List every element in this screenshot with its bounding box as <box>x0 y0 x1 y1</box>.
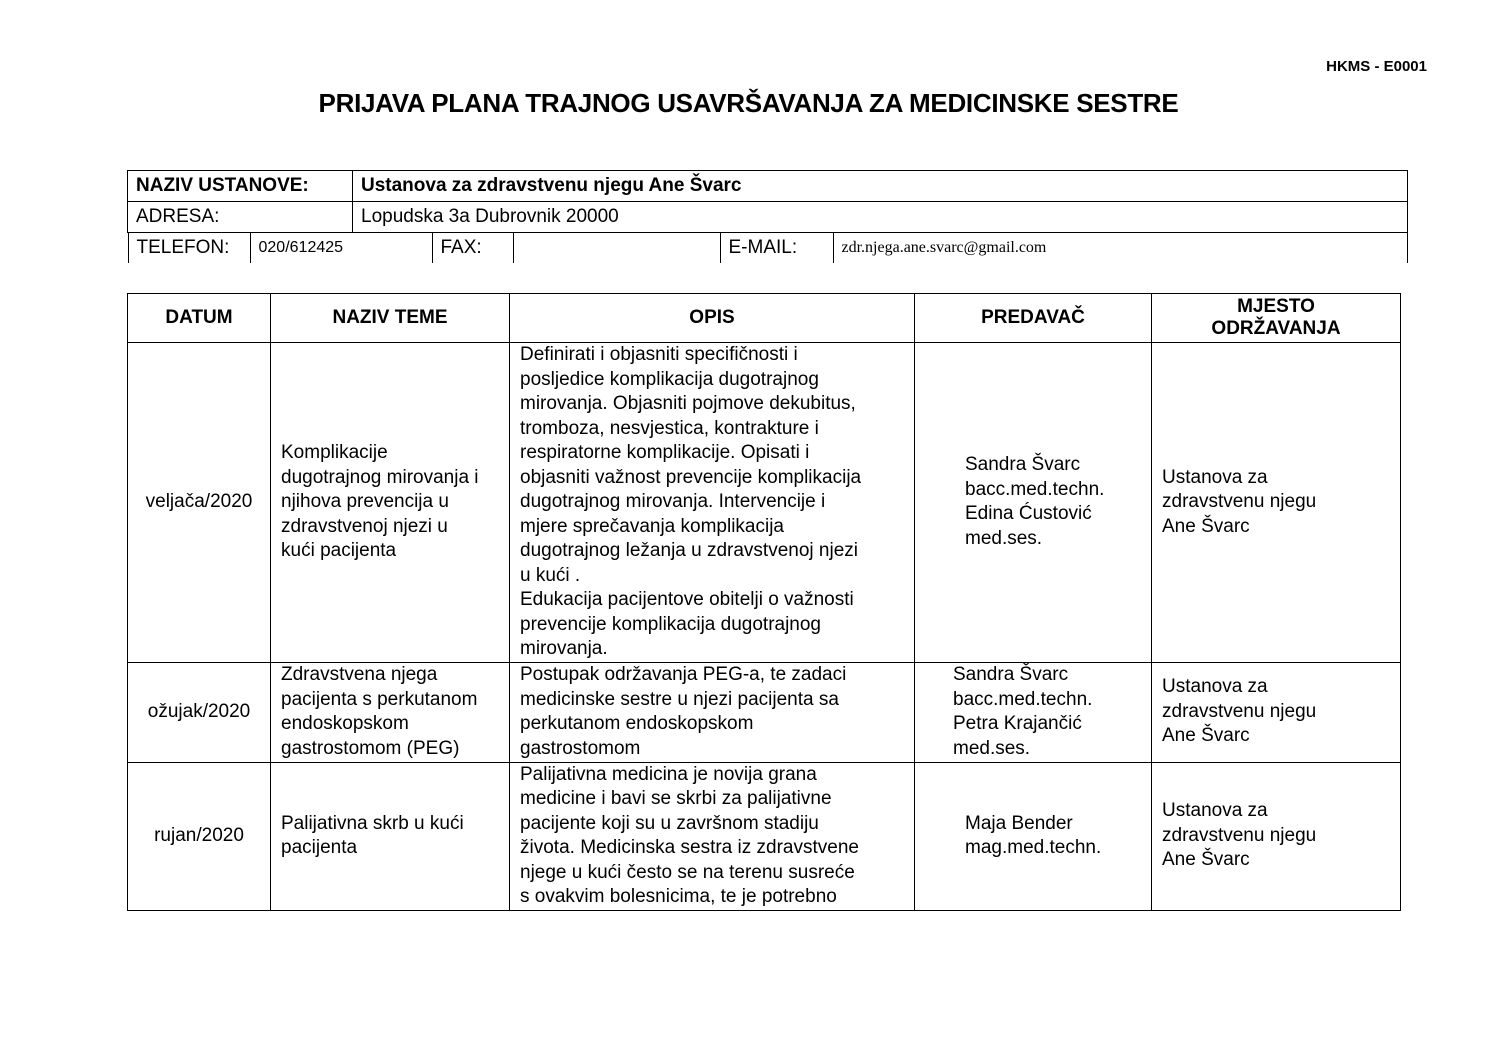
row-topic: Palijativna skrb u kući pacijenta <box>271 762 510 910</box>
table-row <box>128 762 1401 910</box>
row-topic: Zdravstvena njega pacijenta s perkutanom endoskopskom gastrostomom (PEG) <box>271 662 510 762</box>
row-venue: Ustanova za zdravstvenu njegu Ane Švarc <box>1152 343 1401 663</box>
row-topic: Komplikacije dugotrajnog mirovanja i njihova prevencija u zdravstvenoj njezi u kući pacijenta <box>271 343 510 663</box>
contact-subtable <box>128 233 1408 263</box>
header-date: DATUM <box>128 294 271 343</box>
fax-label: FAX: <box>432 233 513 263</box>
form-code: HKMS - E0001 <box>1326 58 1427 75</box>
row-description: Palijativna medicina je novija grana medicine i bavi se skrbi za palijativne pacijente koji su u završnom stadiju života. Medicinska sestra iz zdravstvene njege u kući često se na terenu susreće s ovakvim bolesnicima, te je potrebno <box>510 762 915 910</box>
plan-header-row <box>128 294 1401 343</box>
fax-value <box>513 233 720 263</box>
phone-value: 020/612425 <box>250 233 432 263</box>
header-lecturer: PREDAVAČ <box>915 294 1152 343</box>
institution-name-row <box>128 171 1408 202</box>
email-value: zdr.njega.ane.svarc@gmail.com <box>833 233 1407 263</box>
address-label: ADRESA: <box>128 202 353 233</box>
table-row <box>128 343 1401 663</box>
table-row <box>128 662 1401 762</box>
header-topic: NAZIV TEME <box>271 294 510 343</box>
institution-info-table <box>127 170 1408 263</box>
contact-cell <box>128 233 1408 264</box>
institution-name-label: NAZIV USTANOVE: <box>128 171 353 202</box>
page-title: PRIJAVA PLANA TRAJNOG USAVRŠAVANJA ZA MEDICINSKE SESTRE <box>318 88 1179 118</box>
header-description: OPIS <box>510 294 915 343</box>
row-venue: Ustanova za zdravstvenu njegu Ane Švarc <box>1152 762 1401 910</box>
institution-name-value: Ustanova za zdravstvenu njegu Ane Švarc <box>353 171 1408 202</box>
row-lecturer: Maja Bender mag.med.techn. <box>915 762 1152 910</box>
row-date: ožujak/2020 <box>128 662 271 762</box>
address-value: Lopudska 3a Dubrovnik 20000 <box>353 202 1408 233</box>
email-label: E-MAIL: <box>720 233 833 263</box>
row-venue: Ustanova za zdravstvenu njegu Ane Švarc <box>1152 662 1401 762</box>
row-description: Postupak održavanja PEG-a, te zadaci medicinske sestre u njezi pacijenta sa perkutanom endoskopskom gastrostomom <box>510 662 915 762</box>
phone-label: TELEFON: <box>128 233 250 263</box>
row-lecturer: Sandra Švarc bacc.med.techn. Edina Ćustović med.ses. <box>915 343 1152 663</box>
header-venue: MJESTO ODRŽAVANJA <box>1152 294 1401 343</box>
row-date: rujan/2020 <box>128 762 271 910</box>
row-description: Definirati i objasniti specifičnosti i posljedice komplikacija dugotrajnog mirovanja. Objasniti pojmove dekubitus, tromboza, nesvjestica, kontrakture i respiratorne komplikacije. Opisati i objasniti važnost prevencije komplikacija dugotrajnog mirovanja. Intervencije i mjere sprečavanja komplikacija dugotrajnog ležanja u zdravstvenoj njezi u kući . Edukacija pacijentove obitelji o važnosti prevencije komplikacija dugotrajnog mirovanja. <box>510 343 915 663</box>
education-plan-table <box>127 293 1401 911</box>
row-date: veljača/2020 <box>128 343 271 663</box>
contact-row <box>128 233 1408 264</box>
address-row <box>128 202 1408 233</box>
row-lecturer: Sandra Švarc bacc.med.techn. Petra Krajančić med.ses. <box>915 662 1152 762</box>
